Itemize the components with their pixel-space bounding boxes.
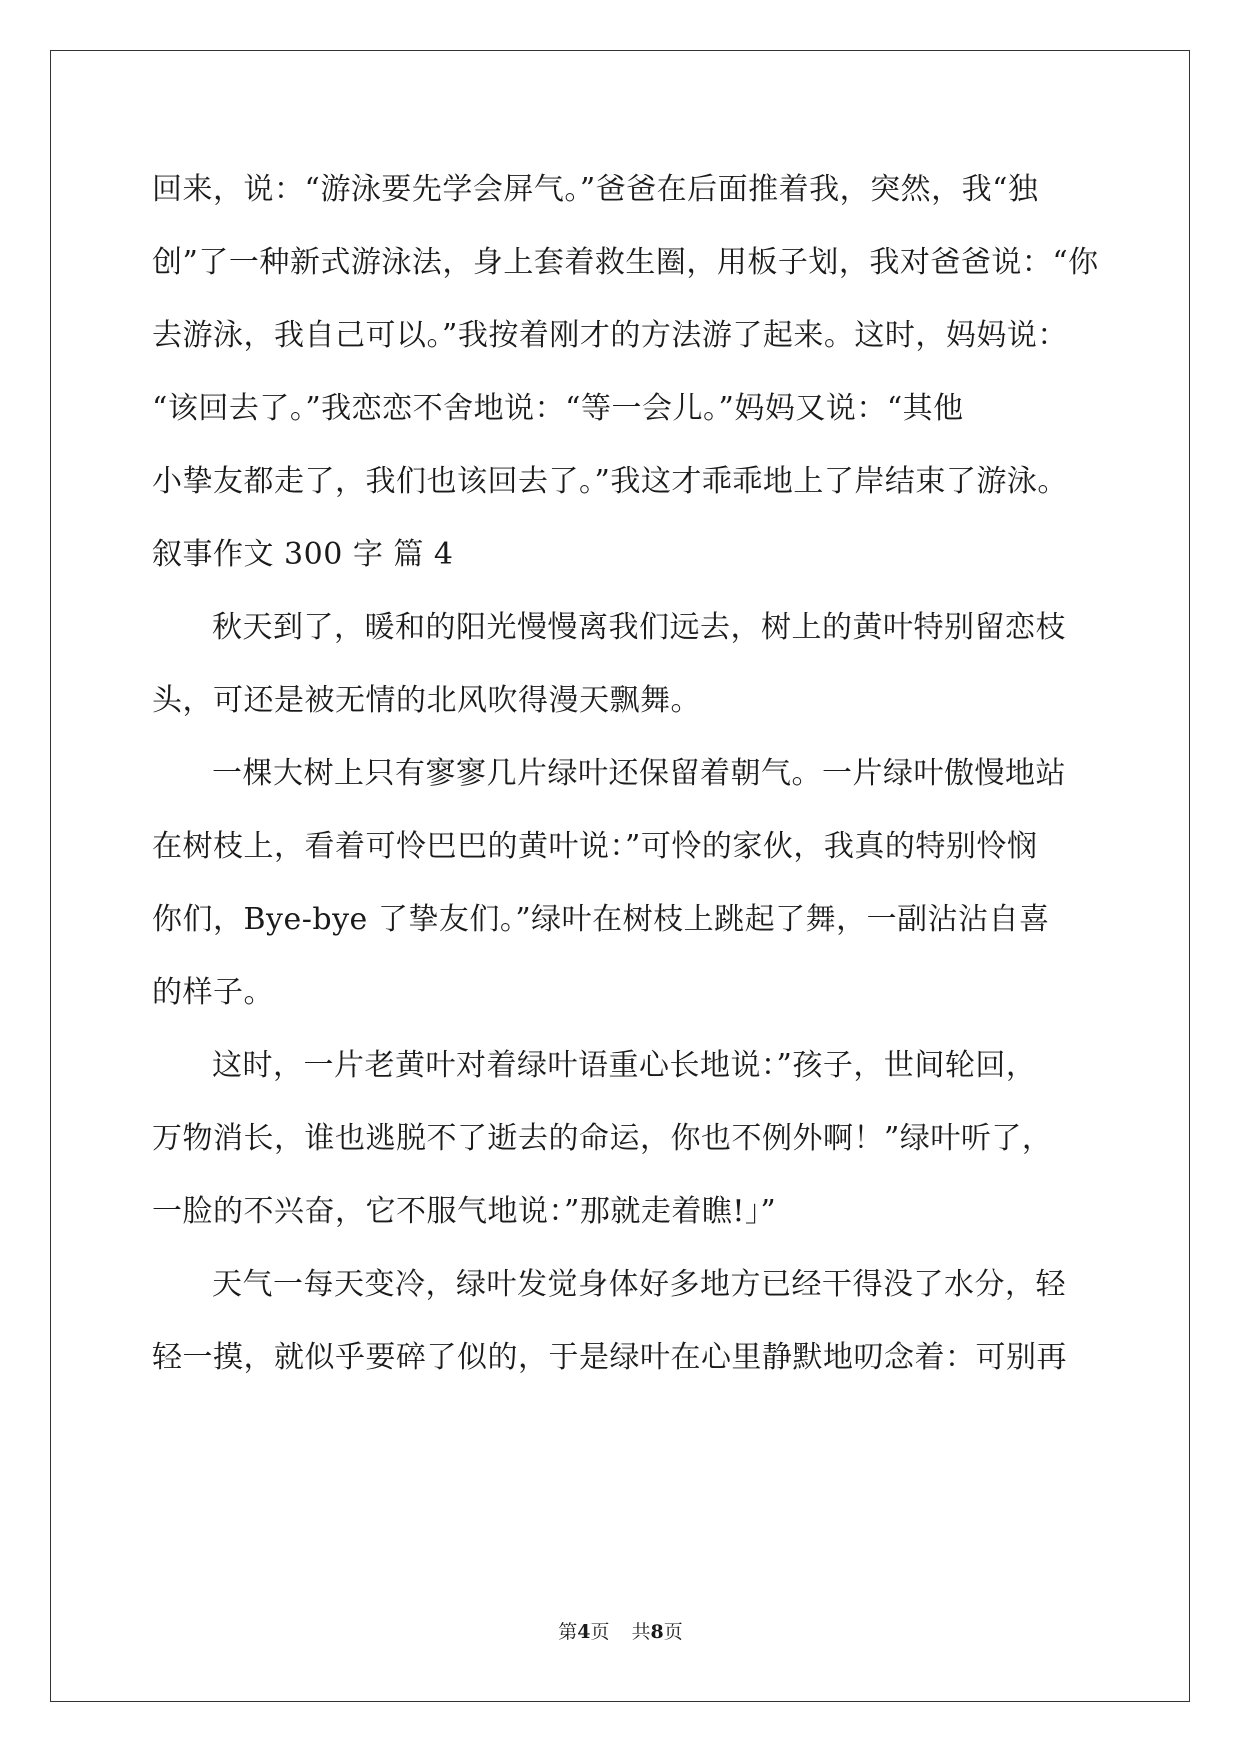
body-line-8: 头，可还是被无情的北风吹得漫天飘舞。	[152, 683, 701, 718]
footer-page-mid: 页	[590, 1621, 610, 1643]
body-line-14: 万物消长，谁也逃脱不了逝去的命运，你也不例外啊！”绿叶听了，	[152, 1121, 1053, 1156]
body-line-4: “该回去了。”我恋恋不舍地说：“等一会儿。”妈妈又说：“其他	[152, 391, 964, 426]
body-line-17: 轻一摸，就似乎要碎了似的，于是绿叶在心里静默地叨念着：可别再	[152, 1340, 1067, 1375]
body-line-15: 一脸的不兴奋，它不服气地说：”那就走着瞧!」”	[152, 1194, 777, 1229]
section-heading: 叙事作文 300 字 篇 4	[152, 537, 454, 572]
body-line-5: 小挚友都走了，我们也该回去了。”我这才乖乖地上了岸结束了游泳。	[152, 464, 1068, 499]
body-line-2: 创”了一种新式游泳法，身上套着救生圈，用板子划，我对爸爸说：“你	[152, 245, 1099, 280]
body-line-1: 回来，说：“游泳要先学会屏气。”爸爸在后面推着我，突然，我“独	[152, 172, 1039, 207]
body-line-16: 天气一每天变冷，绿叶发觉身体好多地方已经干得没了水分，轻	[212, 1267, 1066, 1302]
body-line-10: 在树枝上，看着可怜巴巴的黄叶说：”可怜的家伙，我真的特别怜悯	[152, 829, 1038, 864]
footer-total-prefix: 共	[631, 1621, 651, 1643]
page-border	[50, 50, 1190, 1702]
footer-page-prefix: 第	[558, 1621, 578, 1643]
footer-page-current: 4	[577, 1621, 591, 1643]
body-line-13: 这时，一片老黄叶对着绿叶语重心长地说：”孩子，世间轮回，	[212, 1048, 1037, 1083]
body-line-3: 去游泳，我自己可以。”我按着刚才的方法游了起来。这时，妈妈说：	[152, 318, 1068, 353]
body-line-7: 秋天到了，暖和的阳光慢慢离我们远去，树上的黄叶特别留恋枝	[212, 610, 1066, 645]
body-line-9: 一棵大树上只有寥寥几片绿叶还保留着朝气。一片绿叶傲慢地站	[212, 756, 1066, 791]
page-footer	[0, 1620, 1241, 1644]
footer-page-total: 8	[650, 1621, 664, 1643]
body-line-11: 你们，Bye-bye 了挚友们。”绿叶在树枝上跳起了舞，一副沾沾自喜	[152, 902, 1050, 937]
body-line-12: 的样子。	[152, 975, 274, 1010]
footer-total-suffix: 页	[663, 1621, 683, 1643]
